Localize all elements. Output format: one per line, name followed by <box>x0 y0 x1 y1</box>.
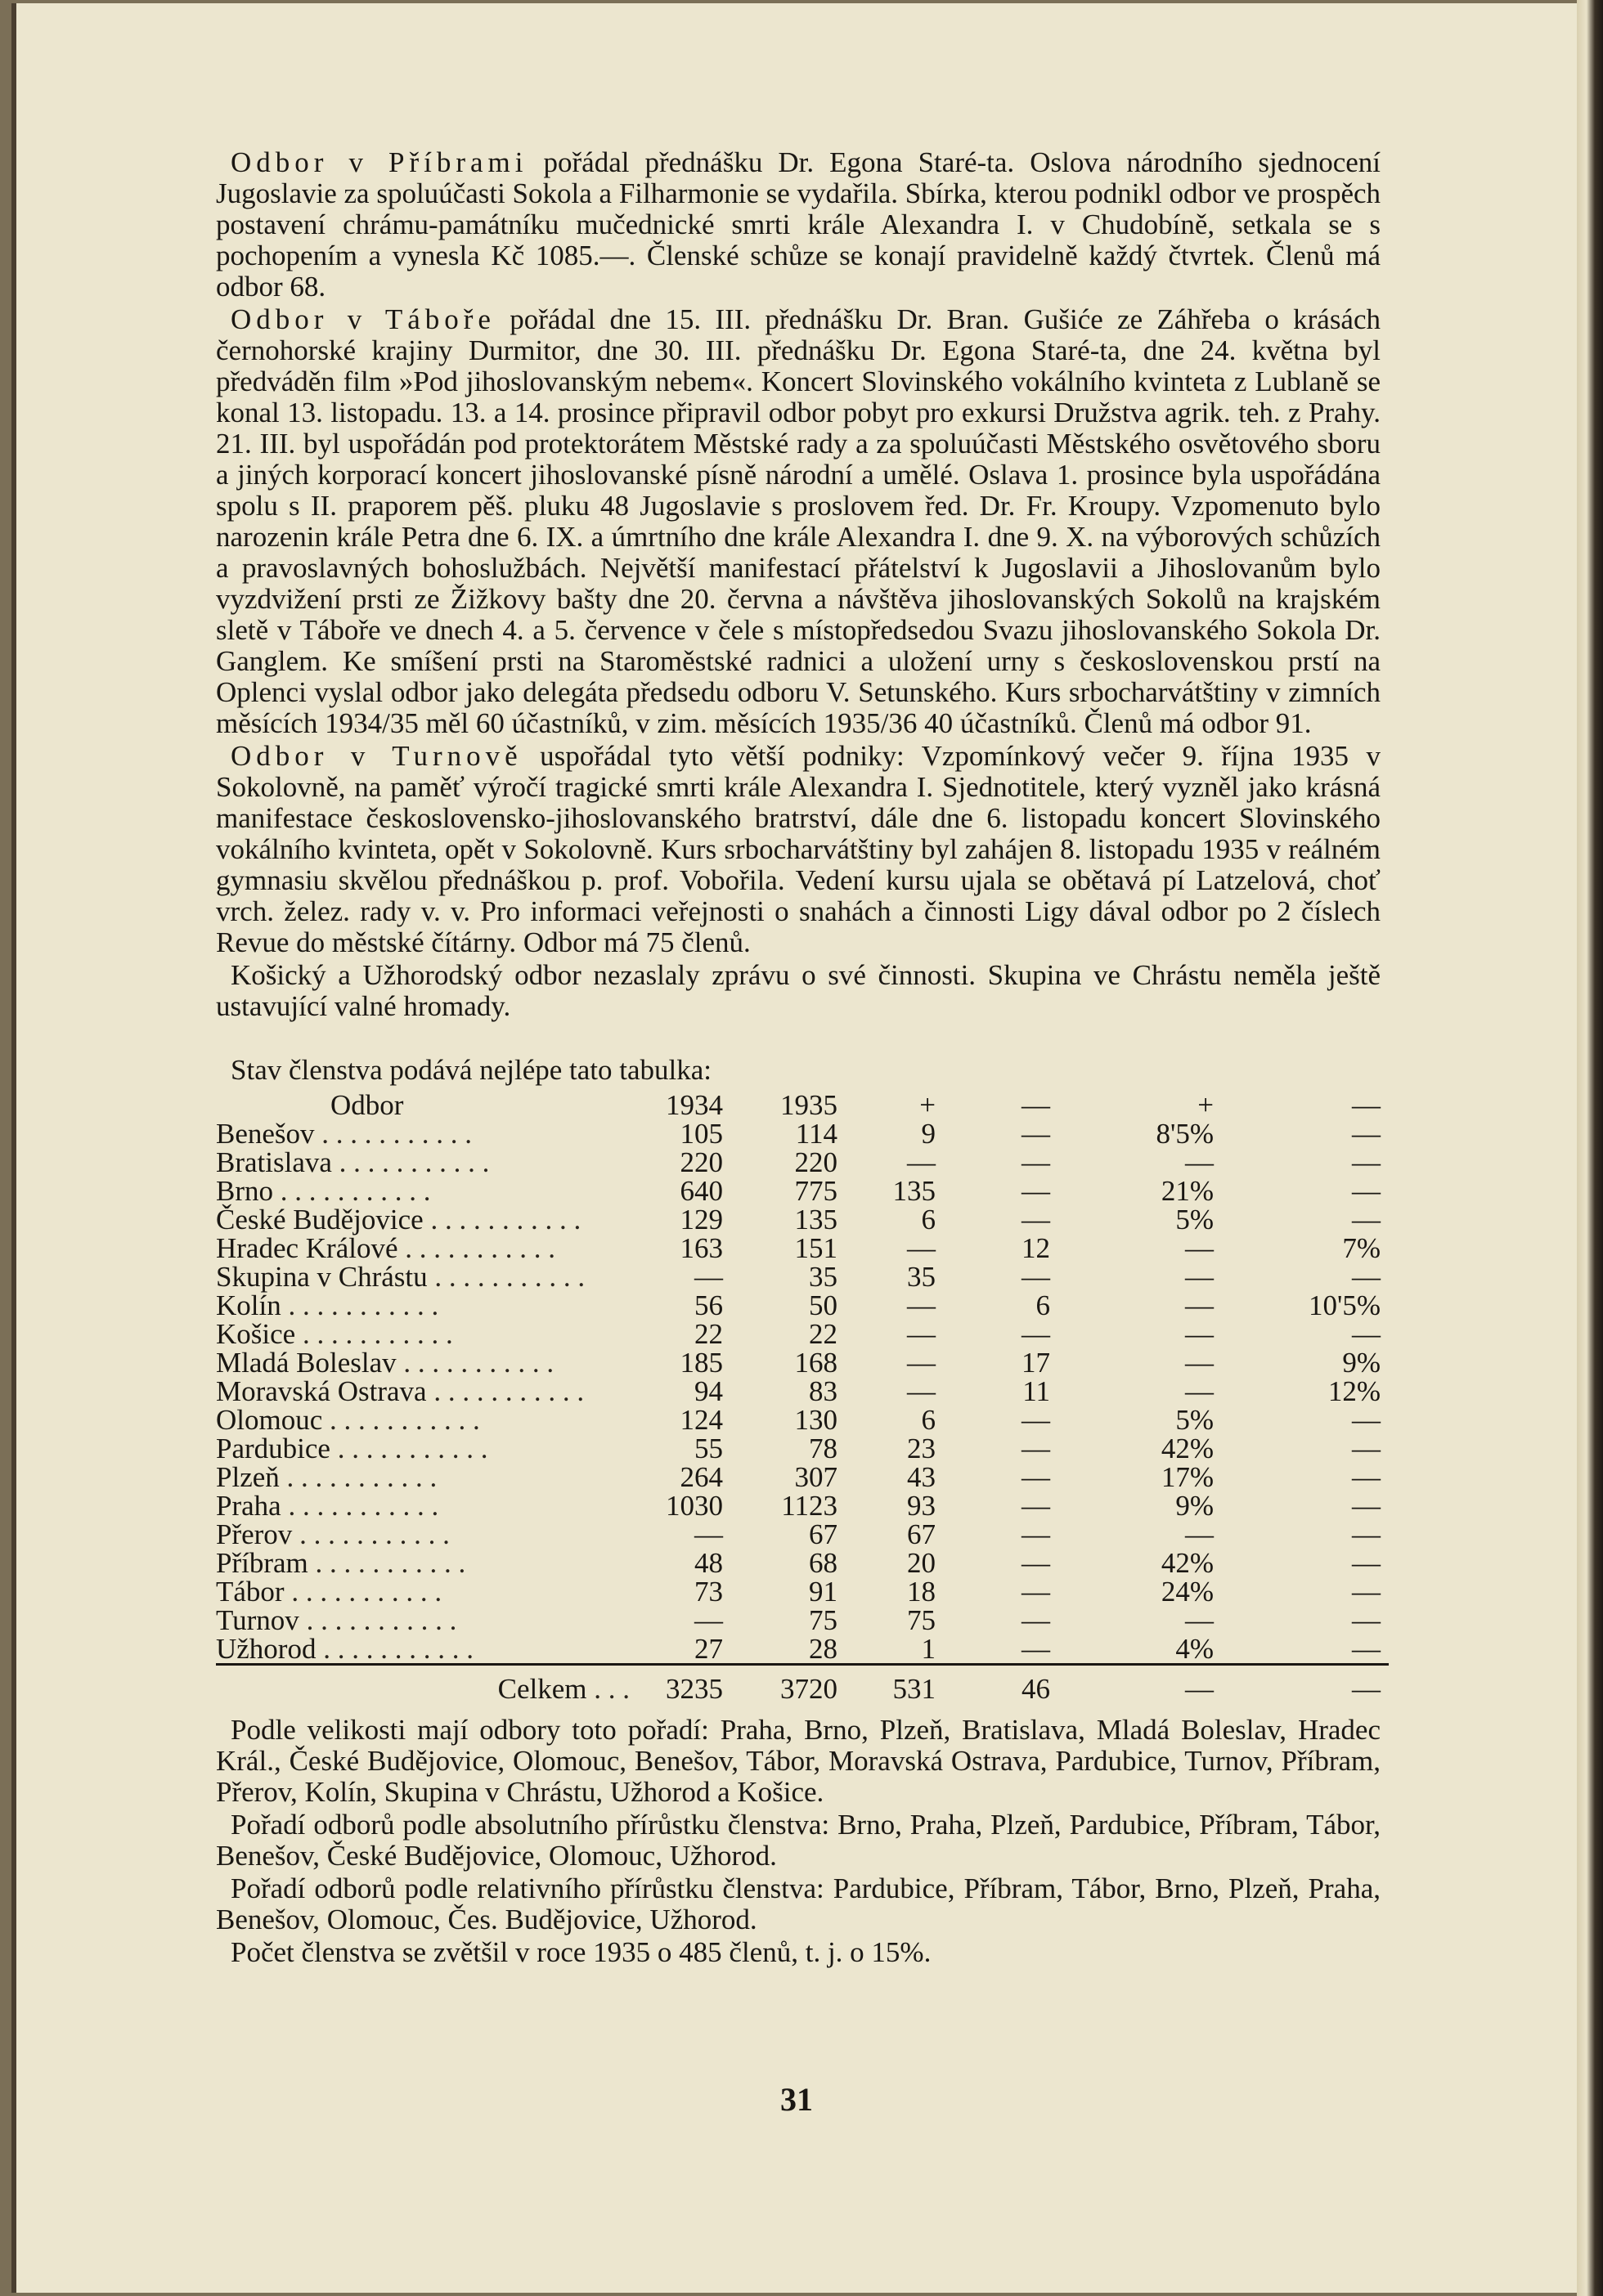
total-minus-percent: — <box>1352 1672 1381 1705</box>
branch-name: Turnov . . . . . . . . . . . <box>216 1604 457 1636</box>
decrease-percent: 7% <box>1342 1232 1381 1264</box>
decrease: — <box>1022 1433 1050 1464</box>
members-1935: 135 <box>794 1204 837 1235</box>
increase: 93 <box>907 1490 936 1522</box>
membership-table <box>216 1091 1389 1705</box>
decrease: — <box>1022 1261 1050 1293</box>
increase: 23 <box>907 1433 936 1464</box>
table-row <box>216 1205 1389 1234</box>
decrease-percent: 12% <box>1327 1375 1381 1407</box>
members-1934: 163 <box>680 1232 723 1264</box>
increase-percent: 21% <box>1161 1175 1214 1207</box>
members-1935: 28 <box>809 1633 837 1665</box>
members-1934: — <box>694 1518 723 1550</box>
table-row <box>216 1577 1389 1606</box>
branch-name: Mladá Boleslav . . . . . . . . . . . <box>216 1347 555 1379</box>
increase: 18 <box>907 1576 936 1608</box>
decrease-percent: — <box>1352 1204 1381 1235</box>
members-1935: 75 <box>809 1604 837 1636</box>
header-1934: 1934 <box>666 1089 723 1121</box>
increase-percent: 24% <box>1161 1576 1214 1608</box>
branch-name: Kolín . . . . . . . . . . . <box>216 1289 439 1321</box>
increase-percent: 8'5% <box>1156 1118 1214 1150</box>
decrease: 6 <box>1035 1289 1050 1321</box>
total-label: Celkem . . . <box>497 1672 630 1705</box>
members-1935: 1123 <box>781 1490 837 1522</box>
decrease: — <box>1022 1204 1050 1235</box>
decrease-percent: — <box>1352 1576 1381 1608</box>
members-1935: 67 <box>809 1518 837 1550</box>
paragraph-tabor <box>216 304 1381 739</box>
branch-name: Bratislava . . . . . . . . . . . <box>216 1146 490 1178</box>
page-sheet <box>11 3 1577 2293</box>
decrease: 17 <box>1022 1347 1050 1379</box>
header-plus-percent: + <box>1197 1089 1214 1121</box>
decrease: — <box>1022 1118 1050 1150</box>
branch-name: Košice . . . . . . . . . . . <box>216 1318 453 1350</box>
increase: — <box>907 1318 936 1350</box>
branch-heading: Odbor v Příbrami <box>231 146 528 178</box>
decrease-percent: — <box>1352 1633 1381 1665</box>
paragraph-absolute-order: Pořadí odborů podle absolutního přírůstku členstva: Brno, Praha, Plzeň, Pardubice, Příbram, Tábor, Benešov, České Budějovice, Olomouc, Užhorod. <box>216 1809 1381 1872</box>
total-1934: 3235 <box>666 1672 723 1705</box>
branch-name: České Budějovice . . . . . . . . . . . <box>216 1204 581 1235</box>
members-1934: 105 <box>680 1118 723 1150</box>
members-1934: 94 <box>694 1375 723 1407</box>
members-1934: 22 <box>694 1318 723 1350</box>
table-rule <box>216 1665 1389 1673</box>
paragraph-kosice: Košický a Užhorodský odbor nezaslaly zprávu o své činnosti. Skupina ve Chrástu neměla ještě ustavující valné hromady. <box>216 959 1381 1022</box>
members-1934: — <box>694 1261 723 1293</box>
members-1934: 55 <box>694 1433 723 1464</box>
members-1935: 78 <box>809 1433 837 1464</box>
branch-heading: Odbor v Turnově <box>231 740 523 772</box>
page-content <box>216 147 1381 1968</box>
decrease: — <box>1022 1461 1050 1493</box>
header-plus: + <box>919 1089 936 1121</box>
paragraph-relative-order: Pořadí odborů podle relativního přírůstku členstva: Pardubice, Příbram, Tábor, Brno, Plzeň, Praha, Benešov, Olomouc, Čes. Budějovice, Užhorod. <box>216 1872 1381 1935</box>
decrease: 11 <box>1022 1375 1050 1407</box>
increase-percent: — <box>1185 1146 1214 1178</box>
branch-name: Skupina v Chrástu . . . . . . . . . . . <box>216 1261 586 1293</box>
table-header-row <box>216 1091 1389 1119</box>
decrease-percent: 10'5% <box>1309 1289 1381 1321</box>
total-minus: 46 <box>1022 1672 1050 1705</box>
decrease: — <box>1022 1633 1050 1665</box>
decrease-percent: — <box>1352 1490 1381 1522</box>
members-1934: 264 <box>680 1461 723 1493</box>
decrease-percent: 9% <box>1342 1347 1381 1379</box>
increase: 20 <box>907 1547 936 1579</box>
table-row <box>216 1234 1389 1262</box>
increase: — <box>907 1289 936 1321</box>
increase-percent: — <box>1185 1604 1214 1636</box>
table-row <box>216 1406 1389 1434</box>
decrease: — <box>1022 1604 1050 1636</box>
members-1935: 775 <box>794 1175 837 1207</box>
members-1935: 50 <box>809 1289 837 1321</box>
increase-percent: 42% <box>1161 1433 1214 1464</box>
branch-name: Hradec Králové . . . . . . . . . . . <box>216 1232 556 1264</box>
increase-percent: 4% <box>1175 1633 1214 1665</box>
table-row <box>216 1348 1389 1377</box>
decrease-percent: — <box>1352 1433 1381 1464</box>
total-plus: 531 <box>892 1672 936 1705</box>
members-1935: 68 <box>809 1547 837 1579</box>
members-1935: 151 <box>794 1232 837 1264</box>
decrease: — <box>1022 1518 1050 1550</box>
branch-name: Moravská Ostrava . . . . . . . . . . . <box>216 1375 585 1407</box>
members-1935: 307 <box>794 1461 837 1493</box>
decrease-percent: — <box>1352 1146 1381 1178</box>
members-1935: 130 <box>794 1404 837 1436</box>
decrease-percent: — <box>1352 1404 1381 1436</box>
members-1934: — <box>694 1604 723 1636</box>
paragraph-growth: Počet členstva se zvětšil v roce 1935 o 485 členů, t. j. o 15%. <box>231 1936 932 1968</box>
increase-percent: — <box>1185 1318 1214 1350</box>
table-row <box>216 1119 1389 1148</box>
increase: 35 <box>907 1261 936 1293</box>
decrease: — <box>1022 1175 1050 1207</box>
members-1935: 22 <box>809 1318 837 1350</box>
branch-name: Tábor . . . . . . . . . . . <box>216 1576 442 1608</box>
members-1935: 114 <box>795 1118 837 1150</box>
table-row <box>216 1434 1389 1463</box>
increase-percent: 5% <box>1175 1404 1214 1436</box>
members-1934: 640 <box>680 1175 723 1207</box>
decrease: — <box>1022 1146 1050 1178</box>
header-minus: — <box>1022 1089 1050 1121</box>
increase: — <box>907 1232 936 1264</box>
members-1934: 220 <box>680 1146 723 1178</box>
total-plus-percent: — <box>1185 1672 1214 1705</box>
branch-name: Přerov . . . . . . . . . . . <box>216 1518 450 1550</box>
members-1934: 1030 <box>666 1490 723 1522</box>
members-1935: 91 <box>809 1576 837 1608</box>
paragraph-size-order: Podle velikosti mají odbory toto pořadí: Praha, Brno, Plzeň, Bratislava, Mladá Boleslav, Hradec Král., České Budějovice, Olomouc, Benešov, Tábor, Moravská Ostrava, Pardubice, Turnov, Příbram, Přerov, Kolín, Skupina v Chrástu, Užhorod a Košice. <box>216 1714 1381 1808</box>
book-edge <box>1577 0 1603 2296</box>
branch-name: Pardubice . . . . . . . . . . . <box>216 1433 488 1464</box>
increase: 1 <box>921 1633 936 1665</box>
decrease: 12 <box>1022 1232 1050 1264</box>
members-1934: 48 <box>694 1547 723 1579</box>
increase-percent: 9% <box>1175 1490 1214 1522</box>
members-1935: 35 <box>809 1261 837 1293</box>
table-row <box>216 1606 1389 1635</box>
table-row <box>216 1262 1389 1291</box>
increase: 43 <box>907 1461 936 1493</box>
members-1935: 220 <box>794 1146 837 1178</box>
paragraph-pribram <box>216 147 1381 303</box>
decrease: — <box>1022 1547 1050 1579</box>
increase-percent: — <box>1185 1232 1214 1264</box>
header-branch: Odbor <box>330 1089 404 1121</box>
increase-percent: — <box>1185 1347 1214 1379</box>
branch-name: Praha . . . . . . . . . . . <box>216 1490 439 1522</box>
increase-percent: 5% <box>1175 1204 1214 1235</box>
members-1934: 124 <box>680 1404 723 1436</box>
table-row <box>216 1520 1389 1549</box>
decrease: — <box>1022 1404 1050 1436</box>
table-row <box>216 1177 1389 1205</box>
branch-name: Benešov . . . . . . . . . . . <box>216 1118 473 1150</box>
increase: 6 <box>921 1404 936 1436</box>
decrease: — <box>1022 1318 1050 1350</box>
increase: 9 <box>921 1118 936 1150</box>
increase: 135 <box>892 1175 936 1207</box>
branch-name: Olomouc . . . . . . . . . . . <box>216 1404 480 1436</box>
increase: — <box>907 1347 936 1379</box>
table-row <box>216 1635 1389 1665</box>
increase: — <box>907 1375 936 1407</box>
decrease-percent: — <box>1352 1118 1381 1150</box>
increase-percent: — <box>1185 1375 1214 1407</box>
page-number: 31 <box>780 2081 813 2118</box>
total-1935: 3720 <box>780 1672 837 1705</box>
header-minus-percent: — <box>1352 1089 1381 1121</box>
increase: 75 <box>907 1604 936 1636</box>
branch-heading: Odbor v Táboře <box>231 303 496 335</box>
header-1935: 1935 <box>780 1089 837 1121</box>
decrease-percent: — <box>1352 1318 1381 1350</box>
members-1934: 185 <box>680 1347 723 1379</box>
branch-name: Plzeň . . . . . . . . . . . <box>216 1461 438 1493</box>
increase-percent: 17% <box>1161 1461 1214 1493</box>
table-row <box>216 1491 1389 1520</box>
increase-percent: 42% <box>1161 1547 1214 1579</box>
decrease-percent: — <box>1352 1547 1381 1579</box>
table-intro: Stav členstva podává nejlépe tato tabulka: <box>231 1054 712 1086</box>
members-1935: 83 <box>809 1375 837 1407</box>
branch-name: Užhorod . . . . . . . . . . . <box>216 1633 474 1665</box>
paragraph-text: pořádal dne 15. III. přednášku Dr. Bran. Gušiće ze Záhřeba o krásách černohorské krajiny Durmitor, dne 30. III. přednášku Dr. Egona Staré-ta, dne 24. května byl předváděn film »Pod jihoslovanským nebem«. Koncert Slovinského vokálního kvinteta z Lublaně se konal 13. listopadu. 13. a 14. prosince připravil odbor pobyt pro exkursi Družstva agrik. teh. z Prahy. 21. III. byl uspořádán pod protektorátem Městské rady a za spoluúčasti Městského osvětového sboru a jiných korporací koncert jihoslovanské písně národní a umělé. Oslava 1. prosince byla uspořádána spolu s II. praporem pěš. pluku 48 Jugoslavie s proslovem řed. Dr. Fr. Kroupy. Vzpomenuto bylo narozenin krále Petra dne 6. IX. a úmrtního dne krále Alexandra I. dne 9. X. na výborových schůzích a pravoslavných bohoslužbách. Největší manifestací přátelství k Jugoslavii a Jihoslovanům bylo vyzdvižení prsti ze Žižkovy bašty dne 20. června a návštěva jihoslovanských Sokolů na krajském sletě v Táboře ve dnech 4. a 5. července v čele s místopředsedou Svazu jihoslovanského Sokola Dr. Ganglem. Ke smíšení prsti na Staroměstské radnici a uložení urny s československou prstí na Oplenci vyslal odbor jako delegáta předsedu odboru V. Setunského. Kurs srbocharvátštiny v zimních měsících 1934/35 měl 60 účastníků, v zim. měsících 1935/36 40 účastníků. Členů má odbor 91. <box>216 303 1381 739</box>
decrease-percent: — <box>1352 1175 1381 1207</box>
increase: 67 <box>907 1518 936 1550</box>
paragraph-turnov <box>216 741 1381 958</box>
paragraph-text: uspořádal tyto větší podniky: Vzpomínkový večer 9. října 1935 v Sokolovně, na paměť výročí tragické smrti krále Alexandra I. Sjednotitele, který vyzněl jako krásná manifestace československo-jihoslovanského bratrství, dále dne 6. listopadu koncert Slovinského vokálního kvinteta, opět v Sokolovně. Kurs srbocharvátštiny byl zahájen 8. listopadu 1935 v reálném gymnasiu skvělou přednáškou p. prof. Vobořila. Vedení kursu ujala se obětavá pí Latzelová, choť vrch. želez. rady v. v. Pro informaci veřejnosti o snahách a činnosti Ligy dával odbor po 2 číslech Revue do městské čítárny. Odbor má 75 členů. <box>216 740 1381 958</box>
decrease: — <box>1022 1576 1050 1608</box>
members-1935: 168 <box>794 1347 837 1379</box>
branch-name: Brno . . . . . . . . . . . <box>216 1175 431 1207</box>
table-row <box>216 1377 1389 1406</box>
members-1934: 73 <box>694 1576 723 1608</box>
decrease-percent: — <box>1352 1604 1381 1636</box>
decrease-percent: — <box>1352 1518 1381 1550</box>
paragraph-text: pořádal přednášku Dr. Egona Staré-ta. Oslova národního sjednocení Jugoslavie za spoluúčasti Sokola a Filharmonie se vydařila. Sbírka, kterou podnikl odbor ve prospěch postavení chrámu-památníku mučednické smrti krále Alexandra I. v Chudobíně, setkala se s pochopením a vynesla Kč 1085.—. Členské schůze se konají pravidelně každý čtvrtek. Členů má odbor 68. <box>216 146 1381 303</box>
table-total-row <box>216 1672 1389 1705</box>
members-1934: 56 <box>694 1289 723 1321</box>
increase: 6 <box>921 1204 936 1235</box>
increase-percent: — <box>1185 1518 1214 1550</box>
table-row <box>216 1463 1389 1491</box>
members-1934: 129 <box>680 1204 723 1235</box>
table-row <box>216 1549 1389 1577</box>
increase-percent: — <box>1185 1261 1214 1293</box>
increase-percent: — <box>1185 1289 1214 1321</box>
table-row <box>216 1148 1389 1177</box>
decrease: — <box>1022 1490 1050 1522</box>
decrease-percent: — <box>1352 1461 1381 1493</box>
members-1934: 27 <box>694 1633 723 1665</box>
table-row <box>216 1320 1389 1348</box>
table-row <box>216 1291 1389 1320</box>
increase: — <box>907 1146 936 1178</box>
decrease-percent: — <box>1352 1261 1381 1293</box>
branch-name: Příbram . . . . . . . . . . . <box>216 1547 466 1579</box>
